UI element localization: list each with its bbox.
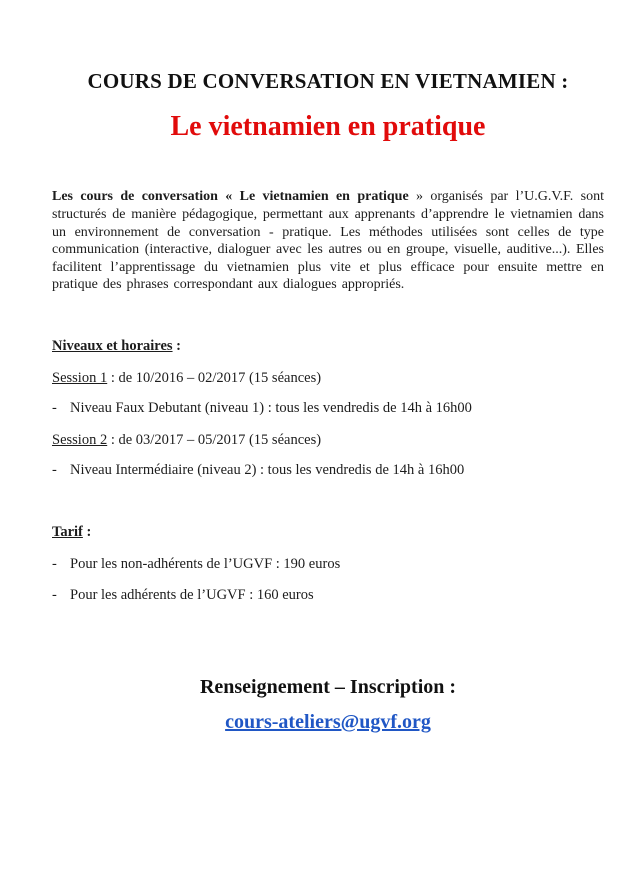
session-1-schedule-text: Niveau Faux Debutant (niveau 1) : tous les vendredis de 14h à 16h00	[70, 400, 472, 417]
section-heading-niveaux	[52, 337, 604, 355]
email-row	[52, 711, 604, 733]
price-item-adherents	[52, 586, 604, 604]
bullet-dash: -	[52, 587, 57, 604]
session-1-dates: : de 10/2016 – 02/2017 (15 séances)	[107, 370, 322, 387]
page-title: COURS DE CONVERSATION EN VIETNAMIEN :	[87, 69, 569, 93]
niveaux-heading-text: Niveaux et horaires	[52, 338, 173, 355]
intro-body-text: » organisés par l’U.G.V.F. sont structurés de manière pédagogique, permettant aux apprenants d’apprendre le vietnamien dans un environnement de conversation - pratique. Les méthodes utilisées sont celles de type communication (interactive, dialoguer avec les autres ou en groupe, visuelle, auditive...). Elles facilitent l’apprentissage du vietnamien plus vite et plus efficace pour ensuite mettre en pratique des phrases correspondant aux dialogues appropriés.	[52, 189, 604, 293]
email-link[interactable]: cours-ateliers@ugvf.org	[225, 711, 431, 734]
session-1-line	[52, 369, 604, 387]
intro-paragraph	[52, 188, 604, 294]
intro-bold-lead: Les cours de conversation « Le vietnamien en pratique	[52, 189, 409, 205]
session-2-schedule-item	[52, 461, 604, 479]
price-adherents-text: Pour les adhérents de l’UGVF : 160 euros	[70, 587, 314, 604]
niveaux-heading-colon: :	[172, 338, 182, 355]
bullet-dash: -	[52, 400, 57, 417]
session-2-line	[52, 431, 604, 449]
bullet-dash: -	[52, 556, 57, 573]
session-1-schedule-item	[52, 399, 604, 417]
section-heading-tarif	[52, 523, 604, 541]
course-subtitle: Le vietnamien en pratique	[170, 111, 486, 143]
session-2-label: Session 2	[52, 432, 108, 449]
session-2-schedule-text: Niveau Intermédiaire (niveau 2) : tous les vendredis de 14h à 16h00	[70, 462, 465, 479]
tarif-heading-text: Tarif	[52, 524, 83, 541]
session-2-dates: : de 03/2017 – 05/2017 (15 séances)	[107, 432, 322, 449]
price-item-non-adherents	[52, 555, 604, 573]
contact-heading: Renseignement – Inscription :	[199, 676, 457, 699]
bullet-dash: -	[52, 462, 57, 479]
tarif-heading-colon: :	[82, 524, 92, 541]
price-non-adherents-text: Pour les non-adhérents de l’UGVF : 190 euros	[70, 556, 341, 573]
session-1-label: Session 1	[52, 370, 108, 387]
